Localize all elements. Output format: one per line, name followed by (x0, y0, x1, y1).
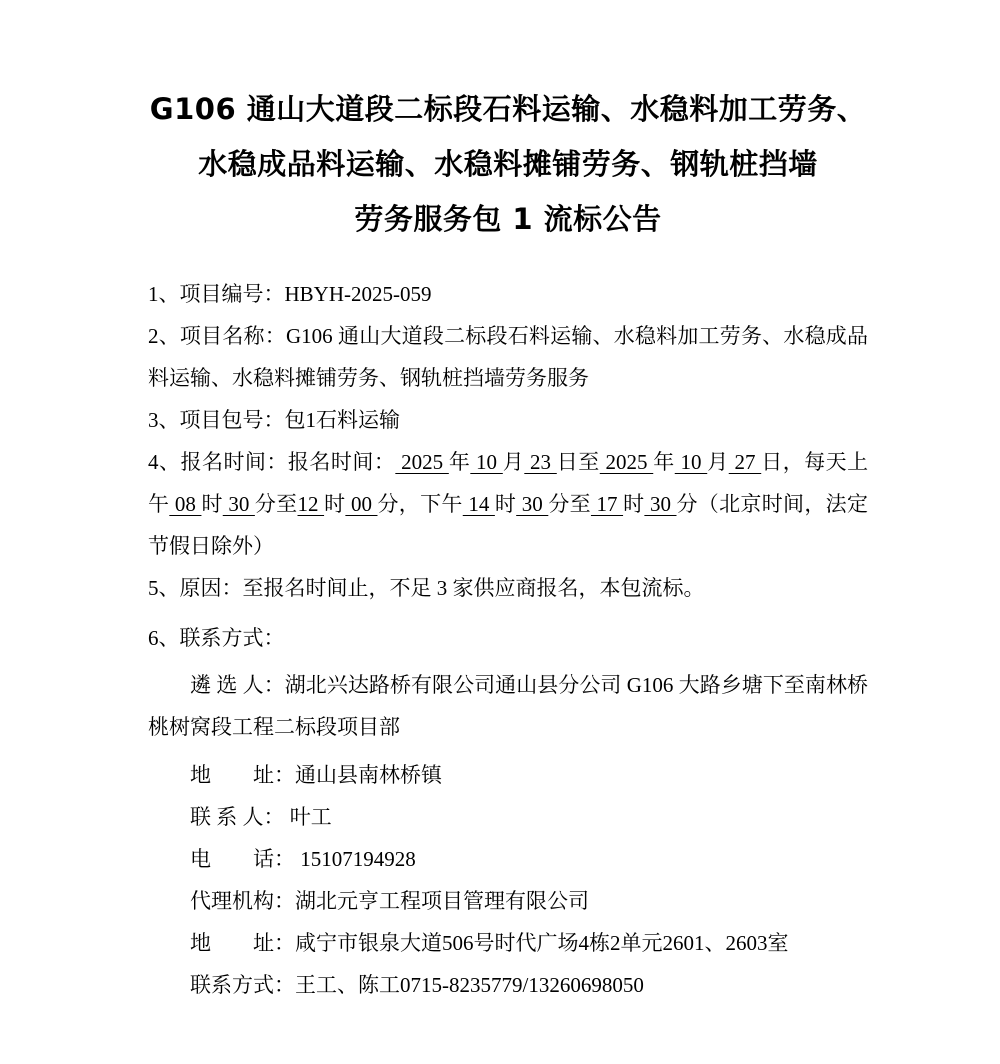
underlined-value: 30 (222, 492, 255, 516)
document-body (148, 273, 868, 1006)
underlined-value: 27 (728, 450, 762, 474)
text-segment: 分，下午 (377, 492, 463, 516)
text-segment: 联 系 人： 叶工 (190, 805, 332, 829)
contact-selector-entity (148, 664, 868, 748)
text-segment: 年 (653, 450, 675, 474)
underlined-value: 08 (169, 492, 202, 516)
contact-selector-address (148, 754, 868, 796)
text-segment: 分至 (254, 492, 298, 516)
text-segment: 4、报名时间：报名时间： (148, 450, 396, 474)
text-segment: 地 址：通山县南林桥镇 (190, 763, 442, 787)
underlined-value: 23 (524, 450, 557, 474)
item-project-name (148, 315, 868, 399)
text-segment: 时 (201, 492, 223, 516)
item-reason (148, 567, 868, 609)
text-segment: 3、项目包号：包1石料运输 (148, 408, 400, 432)
text-segment: 时 (494, 492, 517, 516)
underlined-value: 17 (590, 492, 624, 516)
agency-name (148, 880, 868, 922)
underlined-value: 00 (345, 492, 378, 516)
item-package-number (148, 399, 868, 441)
text-segment: 分（北京时间，法定节假日除外） (148, 492, 868, 558)
item-project-number (148, 273, 868, 315)
item-contact-heading (148, 617, 868, 659)
text-segment: 日，每天上午 (148, 450, 869, 516)
text-segment: 时 (324, 492, 346, 516)
underlined-value: 2025 (395, 450, 449, 474)
underlined-value: 30 (644, 492, 677, 516)
underlined-value: 12 (297, 492, 325, 516)
text-segment: 代理机构：湖北元亨工程项目管理有限公司 (190, 889, 589, 913)
text-segment: 遴 选 人：湖北兴达路桥有限公司通山县分公司 G106 大路乡塘下至南林桥桃树窝段工程二标段项目部 (148, 673, 868, 739)
text-segment: 月 (707, 450, 729, 474)
agency-contact (148, 964, 868, 1006)
text-segment: 联系方式：王工、陈工0715-8235779/13260698050 (190, 973, 644, 997)
underlined-value: 10 (674, 450, 708, 474)
agency-address (148, 922, 868, 964)
page-title (148, 82, 868, 247)
text-segment: 6、联系方式： (148, 626, 285, 650)
text-segment: 1、项目编号：HBYH-2025-059 (148, 282, 432, 306)
underlined-value: 14 (462, 492, 495, 516)
text-segment: 分至 (548, 492, 591, 516)
text-segment: 年 (448, 450, 471, 474)
underlined-value: 2025 (599, 450, 654, 474)
title-line-3: 劳务服务包 1 流标公告 (354, 202, 662, 236)
text-segment: 5、原因：至报名时间止，不足 3 家供应商报名，本包流标。 (148, 576, 705, 600)
title-line-1: G106 通山大道段二标段石料运输、水稳料加工劳务、 (149, 92, 867, 126)
text-segment: 地 址：咸宁市银泉大道506号时代广场4栋2单元2601、2603室 (190, 931, 789, 955)
text-segment: 2、项目名称：G106 通山大道段二标段石料运输、水稳料加工劳务、水稳成品料运输、水稳料摊铺劳务、钢轨桩挡墙劳务服务 (148, 324, 868, 390)
text-segment: 时 (623, 492, 645, 516)
text-segment: 月 (502, 450, 525, 474)
title-line-2: 水稳成品料运输、水稳料摊铺劳务、钢轨桩挡墙 (198, 147, 818, 181)
underlined-value: 30 (516, 492, 549, 516)
underlined-value: 10 (470, 450, 503, 474)
text-segment: 日至 (556, 450, 600, 474)
item-registration-time (148, 441, 868, 567)
contact-person (148, 796, 868, 838)
contact-phone (148, 838, 868, 880)
text-segment: 电 话： 15107194928 (190, 847, 416, 871)
